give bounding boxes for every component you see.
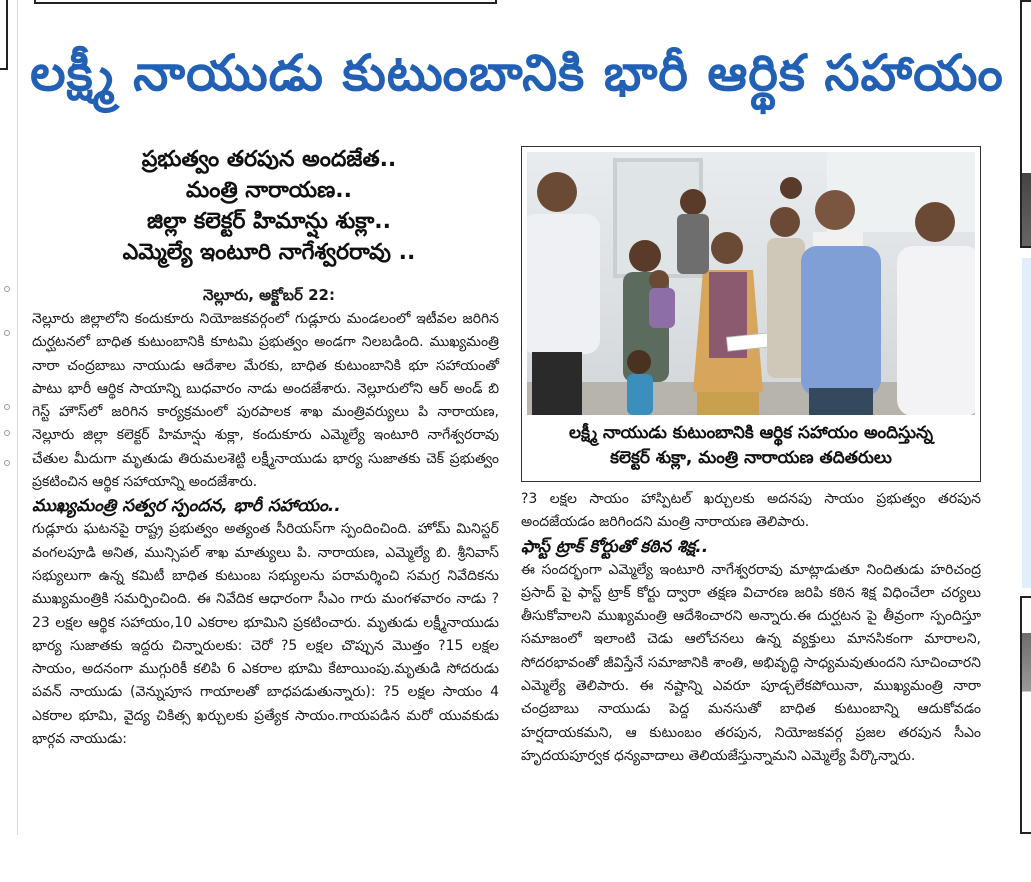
article-column-left bbox=[32, 308, 499, 751]
adjacent-article-border-top bbox=[34, 0, 497, 4]
adjacent-ad-edge bbox=[1022, 258, 1031, 588]
photo-caption bbox=[527, 421, 975, 471]
dot-mark bbox=[4, 460, 10, 466]
dot-mark bbox=[4, 404, 10, 410]
photo-illustration bbox=[527, 152, 975, 415]
subhead-line: ప్రభుత్వం తరపున అందజేత.. bbox=[141, 147, 397, 172]
adjacent-photo-edge bbox=[1020, 596, 1031, 834]
headline: లక్ష్మీ నాయుడు కుటుంబానికి భారీ ఆర్థిక సహాయం bbox=[30, 44, 1004, 102]
adjacent-article-strip-left bbox=[0, 0, 18, 835]
paragraph: గుడ్లూరు ఘటనపై రాష్ట్ర ప్రభుత్వం అత్యంత సీరియస్‌గా స్పందించింది. హోమ్ మినిస్టర్ వంగలపూడి అనిత, మున్సిపల్ శాఖ మాత్యులు పి. నారాయణ, ఎమ్మెల్యే బి. శ్రీనివాస్ సభ్యులుగా ఉన్న కమిటీ బాధిత కుటుంబ సభ్యులను పరామర్శించి సమగ్ర నివేదికను ముఖ్యమంత్రికి సమర్పించింది. ఈ నివేదిక ఆధారంగా సీఎం గారు మంగళవారం నాడు ?23 లక్షల ఆర్థిక సహాయం,10 ఎకరాల భూమిని ప్రకటించారు. మృతుడు లక్ష్మీనాయుడు భార్య సుజాతకు ఇద్దరు చిన్నారులకు: చెరో ?5 లక్షల చొప్పున మొత్తం ?15 లక్షల సాయం, అదనంగా ముగ్గురికీ కలిపి 6 ఎకరాల భూమి కేటాయింపు.మృతుడి సోదరుడు పవన్ నాయుడు (వెన్నుపూస గాయాలతో బాధపడుతున్నారు): ?5 లక్షల సాయం 4 ఎకరాల భూమి, వైద్య చికిత్స ఖర్చులకు ప్రత్యేక సాయం.గాయపడిన మరో యువకుడు భార్గవ నాయుడు: bbox=[32, 521, 499, 748]
news-photo bbox=[527, 152, 975, 415]
article-column-right bbox=[521, 488, 981, 768]
subhead-line: జిల్లా కలెక్టర్ హిమాన్షు శుక్లా.. bbox=[147, 209, 391, 234]
adjacent-photo-edge bbox=[1020, 0, 1031, 248]
subheads bbox=[24, 144, 514, 268]
section-heading: ఫాస్ట్ ట్రాక్ కోర్టుతో కఠిన శిక్ష.. bbox=[521, 536, 709, 557]
paragraph: నెల్లూరు జిల్లాలోని కందుకూరు నియోజకవర్గంలో గుడ్లూరు మండలంలో ఇటీవల జరిగిన దుర్ఘటనలో బాధిత కుటుంబానికి కూటమి ప్రభుత్వం అండగా నిలబడింది. ముఖ్యమంత్రి నారా చంద్రబాబు నాయుడు ఆదేశాల మేరకు, బాధిత కుటుంబానికి భూ సహాయంతో పాటు భారీ ఆర్థిక సాయాన్ని బుధవారం నాడు అందజేశారు. నెల్లూరులోని ఆర్ అండ్ బి గెస్ట్ హౌస్‌లో జరిగిన కార్యక్రమంలో పురపాలక శాఖ మంత్రివర్యులు పి నారాయణ, నెల్లూరు జిల్లా కలెక్టర్ హిమాన్షు శుక్లా, కందుకూరు ఎమ్మెల్యే ఇంటూరి నాగేశ్వరరావు చేతుల మీదుగా మృతుడు తిరుమలశెట్టి లక్ష్మీనాయుడు భార్య సుజాతకు చెక్ ప్రభుత్వం ప్రకటించిన ఆర్థిక సహాయాన్ని అందజేశారు. bbox=[32, 311, 499, 491]
subhead-line: మంత్రి నారాయణ.. bbox=[186, 178, 352, 203]
caption-line: లక్ష్మీ నాయుడు కుటుంబానికి ఆర్థిక సహాయం అందిస్తున్న bbox=[569, 423, 933, 443]
section-heading: ముఖ్యమంత్రి సత్వర స్పందన, భారీ సహాయం.. bbox=[32, 496, 341, 517]
dateline: నెల్లూరు, అక్టోబర్ 22: bbox=[202, 286, 335, 304]
dot-mark bbox=[4, 430, 10, 436]
subhead-line: ఎమ్మెల్యే ఇంటూరి నాగేశ్వరరావు .. bbox=[122, 240, 416, 265]
paragraph: ?3 లక్షల సాయం హాస్పిటల్ ఖర్చులకు అదనపు సాయం ప్రభుత్వం తరపున అందజేయడం జరిగిందని మంత్రి నారాయణ తెలిపారు. bbox=[521, 491, 981, 531]
dot-mark bbox=[4, 286, 10, 292]
caption-line: కలెక్టర్ శుక్లా, మంత్రి నారాయణ తదితరులు bbox=[610, 448, 892, 468]
paragraph: ఈ సందర్భంగా ఎమ్మెల్యే ఇంటూరి నాగేశ్వరరావు మాట్లాడుతూ నిందితుడు హరిచంద్ర ప్రసాద్ పై ఫాస్ట్ ట్రాక్ కోర్టు ద్వారా తక్షణ విచారణ జరిపి కఠిన శిక్ష విధించేలా చర్యలు తీసుకోవాలని ముఖ్యమంత్రి ఆదేశించారని అన్నారు.ఈ దుర్ఘటన పై తీవ్రంగా స్పందిస్తూ సమాజంలో ఇలాంటి చెడు ఆలోచనలు ఉన్న వ్యక్తులు మానసికంగా మారాలని, సోదరభావంతో జీవిస్తేనే సమాజానికి శాంతి, అభివృద్ధి సాధ్యమవుతుందని సూచించారని ఎమ్మెల్యే తెలిపారు. ఈ నష్టాన్ని ఎవరూ పూడ్చలేకపోయినా, ముఖ్యమంత్రి నారా చంద్రబాబు నాయుడు పెద్ద మనసుతో బాధిత కుటుంబాన్ని ఆదుకోవడం హర్షదాయకమని, ఆ కుటుంబం తరపున, నియోజకవర్గ ప్రజల తరపున సీఎం హృదయపూర్వక ధన్యవాదాలు తెలియజేస్తున్నామని ఎమ్మెల్యే పేర్కొన్నారు. bbox=[521, 561, 981, 764]
adjacent-article-strip-right bbox=[1020, 0, 1031, 835]
photo-frame bbox=[521, 146, 981, 482]
dot-mark bbox=[4, 330, 10, 336]
